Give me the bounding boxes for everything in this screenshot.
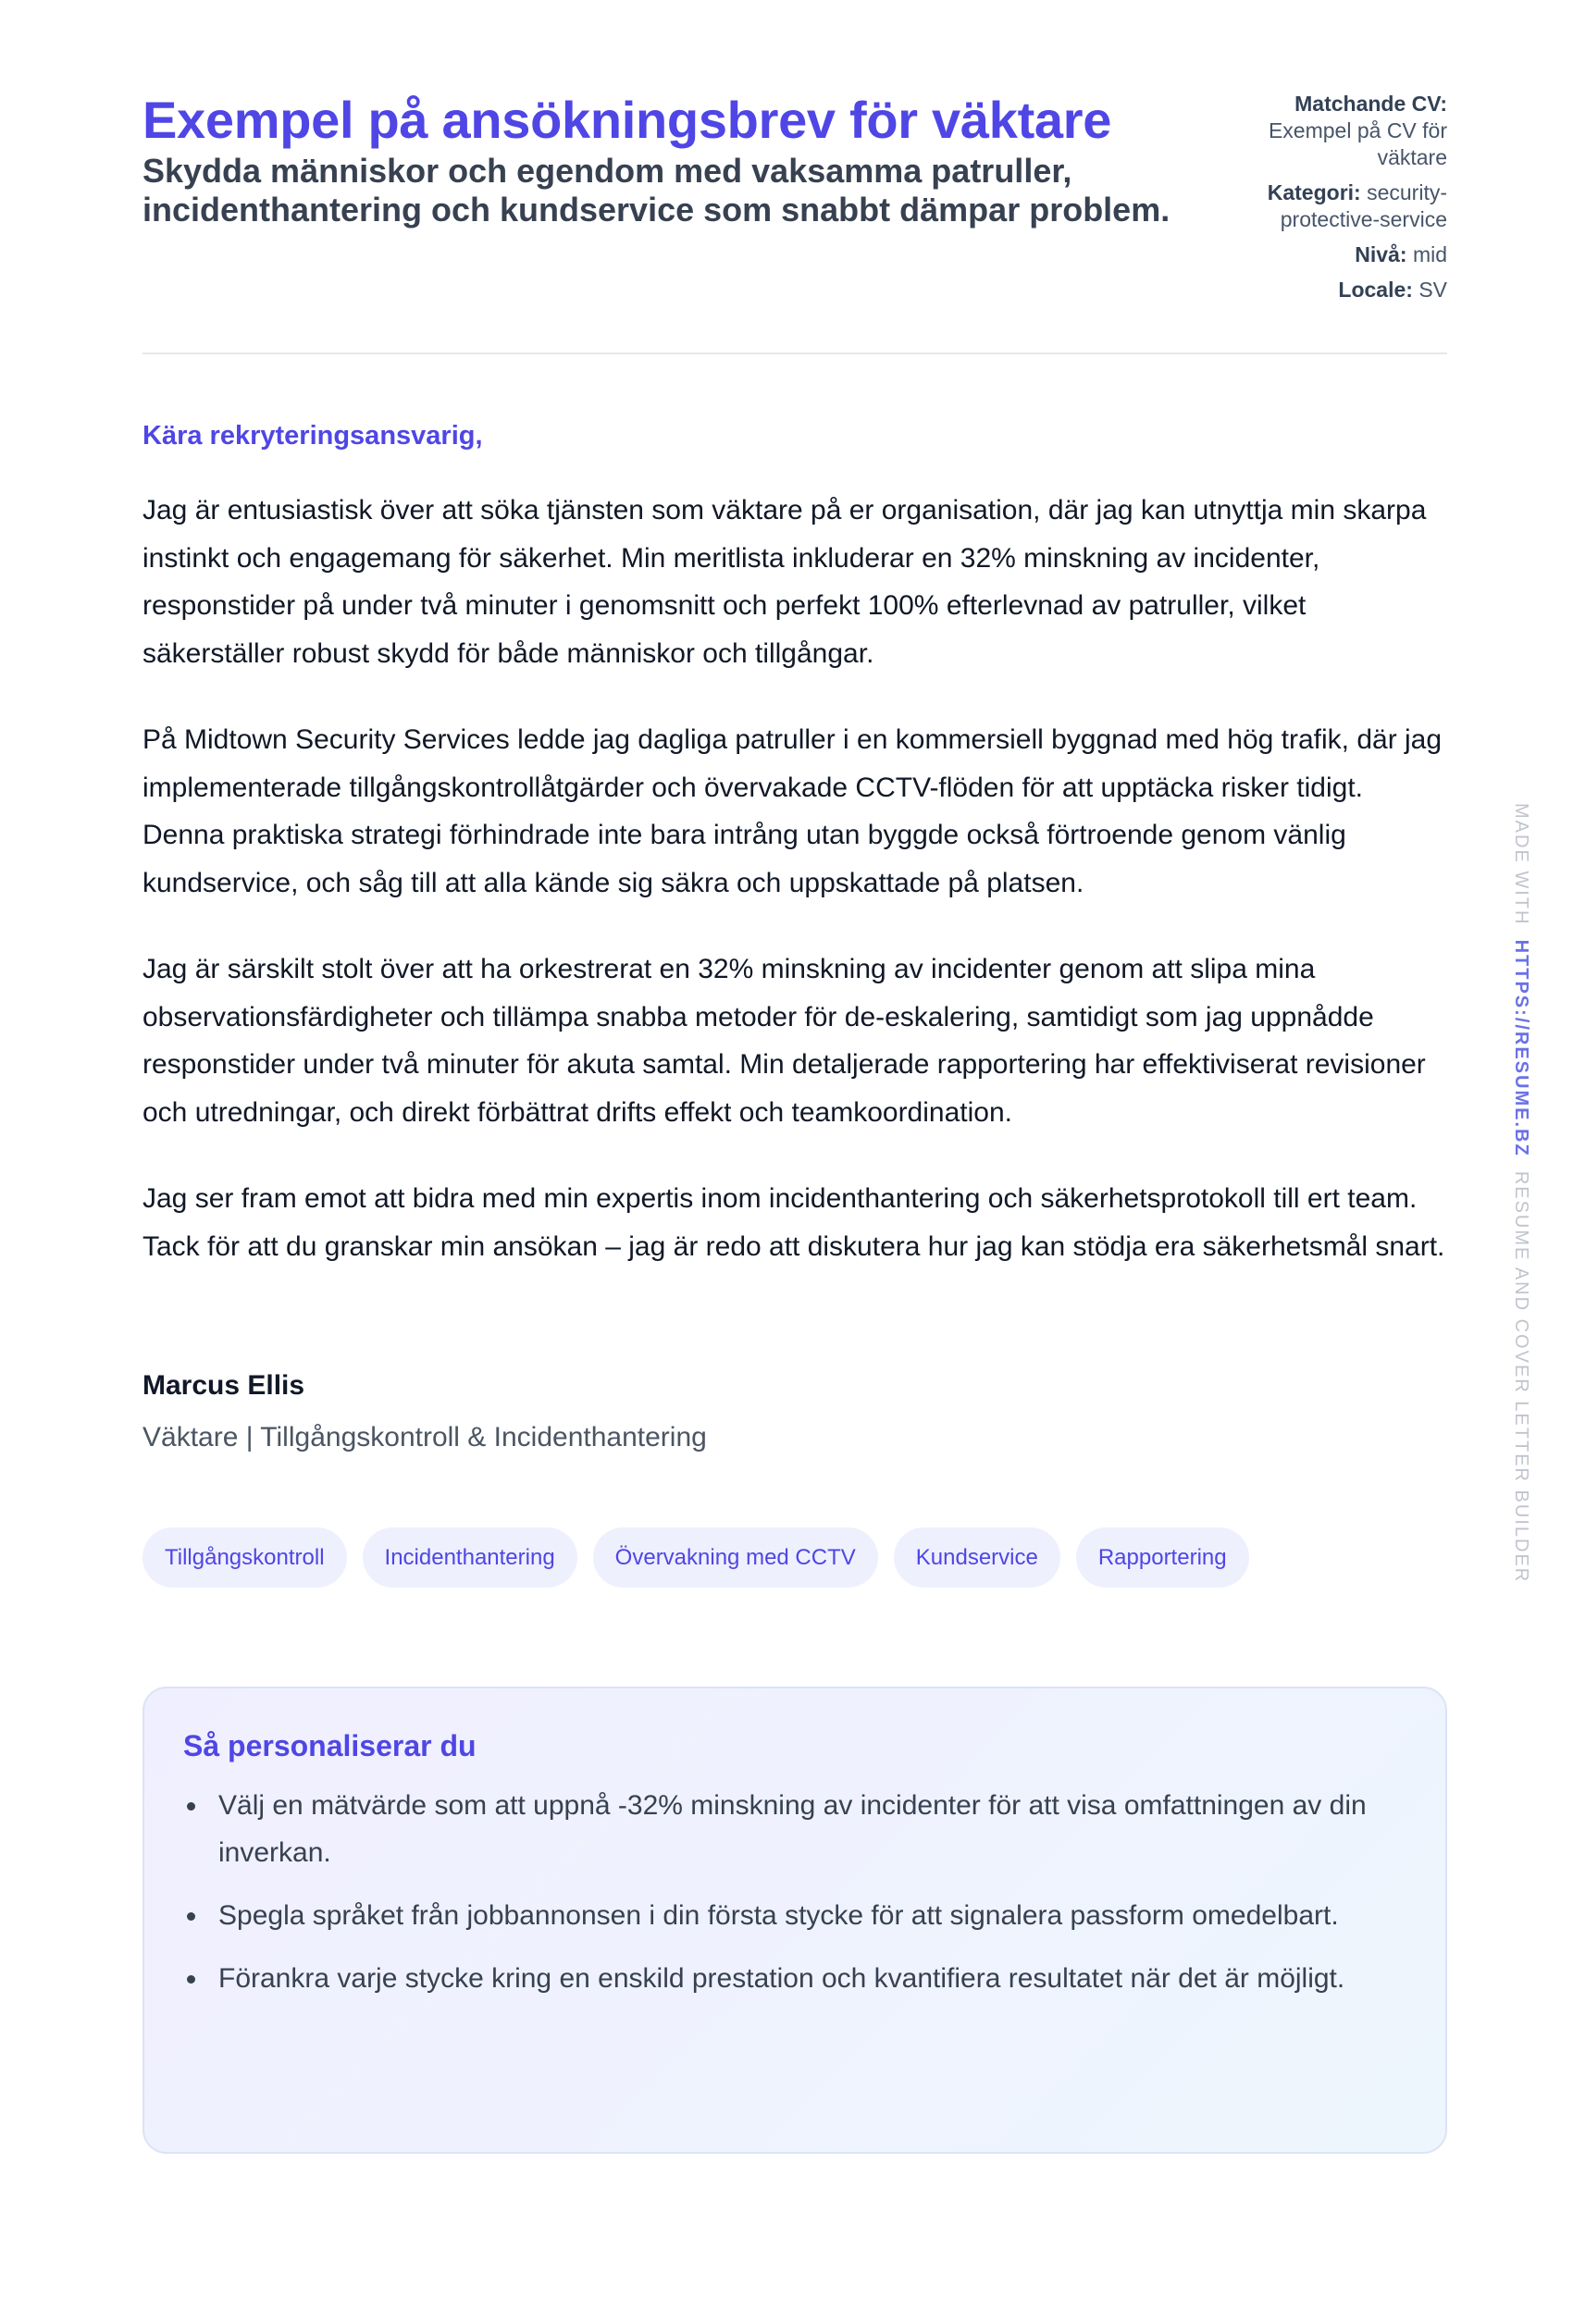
skill-tag: Tillgångskontroll [142, 1527, 347, 1588]
page-title: Exempel på ansökningsbrev för väktare [142, 91, 1112, 149]
page-subtitle: Skydda människor och egendom med vaksamma patruller, incidenthantering och kundservice som snabbt dämpar problem. [142, 152, 1170, 229]
letter-paragraph: Jag ser fram emot att bidra med min expertis inom incidenthantering och säkerhetsprotokoll till ert team. Tack för att du granskar min ansökan – jag är redo att diskutera hur jag kan stödja era säkerhetsmål snart. [142, 1183, 1445, 1262]
meta-locale [1225, 277, 1447, 303]
meta-cv-label: Matchande CV: [1294, 92, 1447, 116]
watermark [1510, 803, 1531, 1583]
greeting: Kära rekryteringsansvarig, [142, 421, 483, 451]
skill-tag: Kundservice [894, 1527, 1060, 1588]
watermark-link[interactable]: HTTPS://RESUME.BZ [1511, 939, 1531, 1157]
skill-tags [142, 1527, 1447, 1588]
meta-locale-label: Locale: [1338, 278, 1413, 302]
tips-list [183, 1782, 1406, 2002]
cover-letter-page [142, 89, 1447, 2154]
watermark-prefix: MADE WITH [1511, 803, 1531, 926]
meta-cv [1225, 91, 1447, 171]
tip-item: Förankra varje stycke kring en enskild prestation och kvantifiera resultatet när det är möjligt. [183, 1955, 1406, 2002]
skill-tag: Övervakning med CCTV [593, 1527, 878, 1588]
letter-paragraph: Jag är särskilt stolt över att ha orkestrerat en 32% minskning av incidenter genom att slipa mina observationsfärdigheter och tillämpa snabba metoder för de-eskalering, samtidigt som jag uppnådde responstider under två minuter för akuta samtal. Min detaljerade rapportering har effektiviserat revisioner och utredningar, och direkt förbättrat drifts effekt och teamkoordination. [142, 954, 1426, 1128]
tip-item: Spegla språket från jobbannonsen i din första stycke för att signalera passform omedelbart. [183, 1892, 1406, 1939]
skill-tag: Incidenthantering [363, 1527, 577, 1588]
meta-info [1225, 91, 1447, 312]
tips-title: Så personaliserar du [183, 1729, 477, 1762]
meta-level-label: Nivå: [1355, 242, 1407, 266]
signature-role: Väktare | Tillgångskontroll & Incidenthantering [142, 1422, 707, 1452]
letter-paragraph: På Midtown Security Services ledde jag dagliga patruller i en kommersiell byggnad med hög trafik, där jag implementerade tillgångskontrollåtgärder och övervakade CCTV-flöden för att upptäcka risker tidigt. Denna praktiska strategi förhindrade inte bara intrång utan byggde också förtroende genom vänlig kundservice, och såg till att alla kände sig säkra och uppskattade på platsen. [142, 724, 1443, 898]
header-text [142, 89, 1179, 229]
meta-category-label: Kategori: [1267, 180, 1361, 204]
signature-name: Marcus Ellis [142, 1370, 305, 1401]
meta-category-value: security-protective-service [1280, 180, 1447, 231]
meta-level [1225, 241, 1447, 268]
header [142, 89, 1447, 354]
meta-locale-value: SV [1418, 278, 1447, 302]
skill-tag: Rapportering [1076, 1527, 1249, 1588]
letter-paragraph: Jag är entusiastisk över att söka tjänsten som väktare på er organisation, där jag kan utnyttja min skarpa instinkt och engagemang för säkerhet. Min meritlista inkluderar en 32% minskning av incidenter, responstider på under två minuter i genomsnitt och perfekt 100% efterlevnad av patruller, vilket säkerställer robust skydd för både människor och tillgångar. [142, 495, 1427, 669]
meta-category [1225, 179, 1447, 233]
tip-item: Välj en mätvärde som att uppnå -32% minskning av incidenter för att visa omfattningen av din inverkan. [183, 1782, 1406, 1876]
personalization-tips [142, 1687, 1447, 2154]
watermark-suffix: RESUME AND COVER LETTER BUILDER [1511, 1170, 1531, 1584]
meta-level-value: mid [1412, 242, 1447, 266]
meta-cv-value: Exempel på CV för väktare [1268, 118, 1447, 169]
